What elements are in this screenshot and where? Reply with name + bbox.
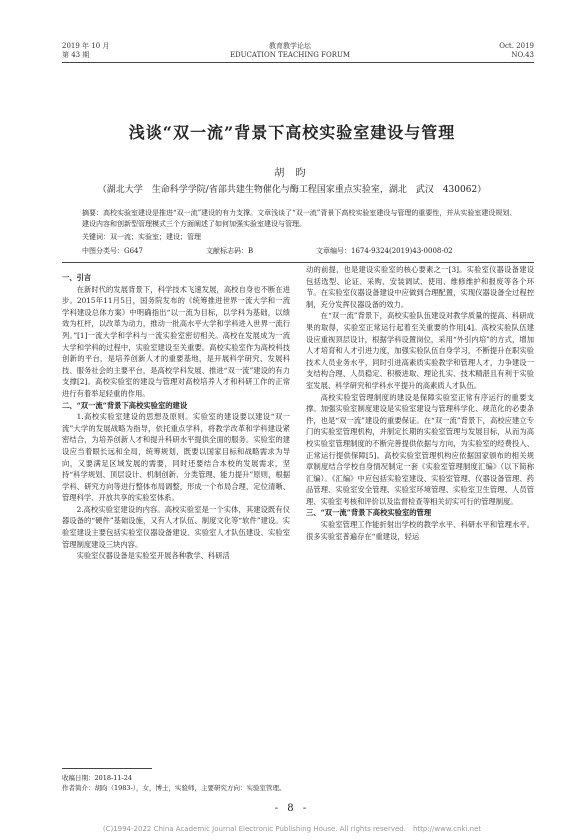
paragraph: 2.高校实验室建设的内容。高校实验室是一个实体，其建设既有仪器设备的“硬件”基础设施，又有人才队伍、制度文化等“软件”建设。实验室建设主要包括实验室仪器设备建设、实验室人才队伍建设、实验室管理制度建设三块内容。 xyxy=(62,504,290,549)
article-number: 文章编号：1674-9324(2019)43-0008-02 xyxy=(316,247,453,255)
paragraph: 在“双一流”背景下，高校实验队伍建设对教学质量的提高、科研成果的取得，实验室正常运行起着至关重要的作用[4]。高校实验队伍建设应重视顶层设计，根据学科设置岗位，采用“外引内培”的方式，增加人才培育和人才引进力度，加强实验队伍自身学习，不断提升在职实验技术人员业务水平，同时引进高素质实验教学和管理人才，力争建设一支结构合理、人员稳定、积极进取、理论扎实、技术精湛且有利于实验室发展、科学研究和学科水平提升的高素质人才队伍。 xyxy=(306,311,534,390)
header-rule xyxy=(62,62,534,63)
footnote-rule xyxy=(62,768,152,769)
copyright-notice: (C)1994-2022 China Academic Journal Electronic Publishing House. All rights reserved. http://www.cnki.net xyxy=(102,825,482,833)
section-heading: 一、引言 xyxy=(62,273,92,282)
paragraph: 实验室仪器设备是实验室开展各种教学、科研活 xyxy=(76,551,230,561)
journal-date: 2019 年 10 月 第 43 期 xyxy=(62,42,110,59)
journal-name: 教育教学论坛 EDUCATION TEACHING FORUM xyxy=(229,42,351,59)
paragraph: 动的前提，也是建设实验室的核心要素之一[3]。实验室仪器设备建设包括选型、论证、采购、安装调试、使用、维修维护和报废等各个环节。在实验室仪器设备建设中应做到合理配置，实现仪器设备全过程控制，充分发挥仪器设备的效力。 xyxy=(306,265,534,309)
paragraph: 实验室管理工作能折射出学校的教学水平、科研水平和管理水平。很多实验室普遍存在“重建设，轻运 xyxy=(306,520,534,541)
paragraph: 在新时代的发展背景下，科学技术飞速发展，高校自身也不断在进步。2015年11月5日，国务院发布的《统筹推进世界一流大学和一流学科建设总体方案》中明确指出“以一流为目标，以学科为基础，以绩效为杠杆，以改革为动力，推动一批高水平大学和学科进入世界一流行列。”[1]一流大学和学科与一流实验室密切相关。高校在发展成为一流大学和学科的过程中，实验室建设至关重要。高校实验室作为高校科技创新的平台，是培养创新人才的重要基地，是开展科学研究、发展科技、服务社会的主要平台，是高校学科发展、推进“双一流”建设的有力支撑[2]。高校实验室的建设与管理对高校培养人才和科研工作的正常进行有着举足轻重的作用。 xyxy=(62,284,290,398)
paragraph: 高校实验室管理制度的建设是保障实验室正常有序运行的重要支撑。加强实验室制度建设是实验室建设与管理科学化、规范化的必要条件，也是“双一流”建设的重要保证。在“双一流”背景下，高校应建立专门的实验室管理机构，并制定长期的实验室管理与发展目标，从而为高校实验室管理制度的不断完善提供依据与方向，为实验室的经费投入、正常运行提供保障[5]。高校实验室管理机构应依据国家颁布的相关规章制度结合学校自身情况制定一套《实验室管理制度汇编》（以下简称汇编）。《汇编》中应包括实验室建设、实验室管理、仪器设备管理、药品管理、实验室安全管理、实验室环境管理、实验室卫生管理、人员管理、实验室考核和评价以及监督检查等相关切实可行的管理制度。 xyxy=(306,392,534,506)
document-code: 文献标志码：B xyxy=(206,247,254,255)
paragraph: 1.高校实验室建设的思想及原则。实验室的建设要以建设“双一流”大学的发展战略为指导，依托重点学科，将教学改革和学科建设紧密结合，为培养创新人才和提升科研水平提供全面的服务。实验室的建设应当着眼长远和全局，统筹规划，既要以国家目标和战略需求为导向，又要满足区域发展的需要，同时还要结合本校的发展需求，坚持“科学规划、顶层设计、机制创新、分类管理、能力提升”原则，根据学科、研究方向等进行整体布局调整，形成一个布局合理、定位清晰、管理科学、开放共享的实验室体系。 xyxy=(62,412,290,503)
section-heading: 二、“双一流”背景下高校实验室的建设 xyxy=(62,400,188,410)
author-bio: 作者简介：胡昀（1983-），女，博士，实验师，主要研究方向：实验室管理。 xyxy=(62,784,286,792)
paper-title: 浅谈“双一流”背景下高校实验室建设与管理 xyxy=(128,123,456,142)
received-date: 收稿日期：2018-11-24 xyxy=(62,774,132,782)
section-heading: 三、“双一流”背景下高校实验室的管理 xyxy=(306,508,432,518)
clc-number: 中图分类号：G647 xyxy=(82,247,143,255)
body-left-column xyxy=(62,272,290,562)
meta-rule xyxy=(62,262,534,263)
body-right-column xyxy=(306,264,534,542)
page-number: - 8 - xyxy=(274,803,310,814)
keywords: 关键词：双一流；实验室；建设；管理 xyxy=(82,233,201,241)
footnote xyxy=(62,773,534,793)
abstract: 摘要：高校实验室建设是推进“双一流”建设的有力支撑。文章浅谈了“双一流”背景下高校实验室建设与管理的重要性，并从实验室建设规划、建设内容和创新型管理模式三个方面阐述了如何加强实验室建设与管理。 xyxy=(82,209,517,228)
journal-issue: Oct. 2019 NO.43 xyxy=(499,42,534,59)
paper-author: 胡 昀 xyxy=(274,168,310,179)
author-affiliation: （湖北大学 生命科学学院/省部共建生物催化与酶工程国家重点实验室，湖北 武汉 430062） xyxy=(97,185,487,195)
